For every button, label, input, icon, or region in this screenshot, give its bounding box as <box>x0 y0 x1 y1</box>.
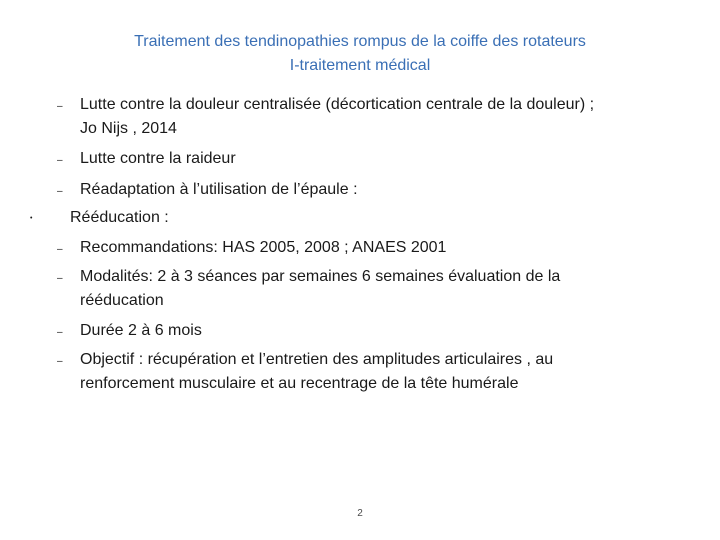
list-item <box>0 93 720 141</box>
dash-bullet-icon: – <box>57 273 63 284</box>
list-item-text: Rééducation : <box>70 209 169 226</box>
page-number: 2 <box>357 508 363 519</box>
dash-bullet-icon: – <box>57 356 63 367</box>
list-item-text: Modalités: 2 à 3 séances par semaines 6 semaines évaluation de la <box>80 268 561 285</box>
list-item-text-continued: renforcement musculaire et au recentrage de la tête humérale <box>80 375 519 392</box>
dash-bullet-icon: – <box>57 327 63 338</box>
dash-bullet-icon: – <box>57 244 63 255</box>
dash-bullet-icon: – <box>57 155 63 166</box>
list-item-text-continued: rééducation <box>80 292 164 309</box>
slide-subtitle: I-traitement médical <box>289 57 431 74</box>
list-item-text-continued: Jo Nijs , 2014 <box>80 120 177 137</box>
dash-bullet-icon: – <box>57 186 63 197</box>
list-item <box>0 206 720 230</box>
list-item <box>0 265 720 313</box>
list-item-text: Recommandations: HAS 2005, 2008 ; ANAES 2001 <box>80 239 447 256</box>
list-item <box>0 178 720 202</box>
list-item <box>0 319 720 343</box>
list-item-text: Objectif : récupération et l’entretien des amplitudes articulaires , au <box>80 351 554 368</box>
list-item <box>0 147 720 171</box>
list-item <box>0 236 720 260</box>
list-item <box>0 348 720 396</box>
list-item-text: Lutte contre la douleur centralisée (décortication centrale de la douleur) ; <box>80 96 595 113</box>
list-item-text: Lutte contre la raideur <box>80 150 236 167</box>
dot-bullet-icon: • <box>30 215 33 222</box>
list-item-text: Réadaptation à l’utilisation de l’épaule : <box>80 181 358 198</box>
slide-title: Traitement des tendinopathies rompus de la coiffe des rotateurs <box>134 33 586 50</box>
dash-bullet-icon: – <box>57 101 63 112</box>
list-item-text: Durée 2 à 6 mois <box>80 322 202 339</box>
